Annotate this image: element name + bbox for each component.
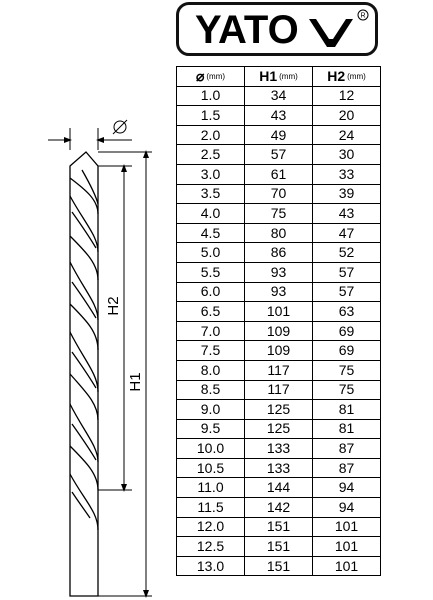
- cell-h2: 94: [313, 498, 381, 518]
- cell-diameter: 6.5: [177, 302, 245, 322]
- registered-mark-icon: [357, 9, 369, 21]
- cell-diameter: 11.5: [177, 498, 245, 518]
- cell-h2: 87: [313, 458, 381, 478]
- header-diameter: ⌀ $^{(mm)}$: [177, 67, 245, 87]
- table-row: [177, 517, 381, 537]
- cell-h1: 80: [245, 223, 313, 243]
- cell-h2: 81: [313, 400, 381, 420]
- table-row: [177, 262, 381, 282]
- cell-h1: 151: [245, 537, 313, 557]
- cell-h2: 20: [313, 106, 381, 126]
- header-h2: H2 $^{(mm)}$: [313, 67, 381, 87]
- cell-h2: 47: [313, 223, 381, 243]
- cell-h1: 117: [245, 360, 313, 380]
- cell-h2: 101: [313, 556, 381, 576]
- cell-h1: 93: [245, 262, 313, 282]
- table-row: [177, 360, 381, 380]
- cell-h1: 151: [245, 517, 313, 537]
- cell-h1: 142: [245, 498, 313, 518]
- cell-diameter: 2.0: [177, 125, 245, 145]
- table-row: [177, 556, 381, 576]
- table-row: [177, 204, 381, 224]
- h1-label: H1: [127, 372, 144, 392]
- cell-h1: 125: [245, 400, 313, 420]
- cell-h1: 86: [245, 243, 313, 263]
- cell-diameter: 8.0: [177, 360, 245, 380]
- cell-diameter: 5.0: [177, 243, 245, 263]
- table-row: [177, 302, 381, 322]
- cell-diameter: 1.5: [177, 106, 245, 126]
- cell-h1: 117: [245, 380, 313, 400]
- cell-h2: 12: [313, 86, 381, 106]
- diameter-dimension: [48, 120, 132, 150]
- cell-diameter: 12.5: [177, 537, 245, 557]
- brand-logo: [176, 2, 378, 56]
- cell-h2: 75: [313, 360, 381, 380]
- cell-diameter: 3.0: [177, 164, 245, 184]
- yato-emblem-icon: [307, 11, 355, 51]
- table-row: [177, 223, 381, 243]
- brand-name: YATO: [195, 8, 299, 52]
- table-row: [177, 145, 381, 165]
- table-row: [177, 86, 381, 106]
- cell-h1: 125: [245, 419, 313, 439]
- cell-h1: 109: [245, 341, 313, 361]
- cell-diameter: 4.5: [177, 223, 245, 243]
- cell-diameter: 8.5: [177, 380, 245, 400]
- cell-h2: 75: [313, 380, 381, 400]
- cell-h2: 81: [313, 419, 381, 439]
- table-row: [177, 243, 381, 263]
- table-row: [177, 282, 381, 302]
- cell-diameter: 7.5: [177, 341, 245, 361]
- cell-h2: 33: [313, 164, 381, 184]
- cell-h1: 101: [245, 302, 313, 322]
- h2-label: H2: [105, 296, 122, 316]
- cell-h1: 109: [245, 321, 313, 341]
- cell-diameter: 6.0: [177, 282, 245, 302]
- cell-diameter: 13.0: [177, 556, 245, 576]
- cell-h1: 93: [245, 282, 313, 302]
- cell-h2: 30: [313, 145, 381, 165]
- table-row: [177, 184, 381, 204]
- cell-diameter: 9.0: [177, 400, 245, 420]
- cell-h2: 57: [313, 282, 381, 302]
- cell-h1: 57: [245, 145, 313, 165]
- cell-h1: 70: [245, 184, 313, 204]
- cell-diameter: 4.0: [177, 204, 245, 224]
- table-row: [177, 164, 381, 184]
- cell-diameter: 2.5: [177, 145, 245, 165]
- cell-h1: 61: [245, 164, 313, 184]
- cell-h2: 63: [313, 302, 381, 322]
- table-row: [177, 458, 381, 478]
- table-row: [177, 537, 381, 557]
- cell-h2: 101: [313, 537, 381, 557]
- cell-h2: 39: [313, 184, 381, 204]
- table-header-row: [177, 67, 381, 87]
- svg-text:R: R: [360, 12, 366, 20]
- cell-diameter: 7.0: [177, 321, 245, 341]
- cell-h2: 52: [313, 243, 381, 263]
- table-row: [177, 419, 381, 439]
- table-row: [177, 341, 381, 361]
- size-table: [176, 66, 380, 576]
- table-row: [177, 106, 381, 126]
- table-row: [177, 125, 381, 145]
- cell-h2: 24: [313, 125, 381, 145]
- cell-diameter: 1.0: [177, 86, 245, 106]
- cell-h1: 43: [245, 106, 313, 126]
- cell-h2: 94: [313, 478, 381, 498]
- cell-diameter: 3.5: [177, 184, 245, 204]
- table-row: [177, 439, 381, 459]
- cell-h1: 144: [245, 478, 313, 498]
- cell-h2: 57: [313, 262, 381, 282]
- cell-diameter: 9.5: [177, 419, 245, 439]
- cell-diameter: 11.0: [177, 478, 245, 498]
- table-row: [177, 498, 381, 518]
- cell-h1: 133: [245, 458, 313, 478]
- header-h1: H1 $^{(mm)}$: [245, 67, 313, 87]
- cell-h1: 151: [245, 556, 313, 576]
- table-row: [177, 380, 381, 400]
- drill-bit-diagram: [0, 0, 170, 600]
- cell-diameter: 10.0: [177, 439, 245, 459]
- cell-h2: 43: [313, 204, 381, 224]
- cell-h1: 75: [245, 204, 313, 224]
- cell-h2: 101: [313, 517, 381, 537]
- drill-bit-body: [70, 152, 98, 596]
- cell-diameter: 12.0: [177, 517, 245, 537]
- cell-h2: 69: [313, 341, 381, 361]
- h2-dimension: [98, 166, 132, 490]
- cell-diameter: 10.5: [177, 458, 245, 478]
- cell-h1: 49: [245, 125, 313, 145]
- table-row: [177, 400, 381, 420]
- cell-h2: 69: [313, 321, 381, 341]
- table-row: [177, 321, 381, 341]
- cell-diameter: 5.5: [177, 262, 245, 282]
- cell-h1: 133: [245, 439, 313, 459]
- table-row: [177, 478, 381, 498]
- cell-h2: 87: [313, 439, 381, 459]
- cell-h1: 34: [245, 86, 313, 106]
